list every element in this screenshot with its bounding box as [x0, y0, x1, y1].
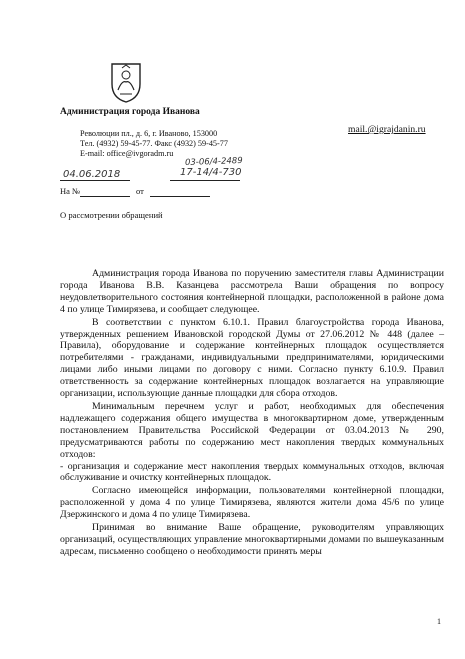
number-underline [170, 180, 240, 181]
reference-number-line [80, 196, 130, 197]
letter-subject: О рассмотрении обращений [60, 210, 163, 220]
handwritten-number: 17-14/4-730 [180, 167, 242, 178]
phone-line: Тел. (4932) 59-45-77. Факс (4932) 59-45-77 [80, 139, 228, 148]
letterhead-contacts [80, 129, 228, 159]
body-paragraph: Принимая во внимание Ваше обращение, руководителям управляющих организаций, осуществляющих управление многоквартирными домами по вышеуказанным адресам, письменно сообщено о необходимости принять меры [60, 522, 444, 557]
handwritten-reg-top: 03-06/4-2489 [184, 155, 243, 169]
city-coat-of-arms-icon [108, 60, 144, 104]
letter-body [60, 268, 444, 558]
address-line: Революции пл., д. 6, г. Иваново, 153000 [80, 129, 218, 138]
body-paragraph: - организация и содержание мест накопления твердых коммунальных отходов, включая обслуживание и очистку контейнерных площадок. [60, 460, 444, 484]
body-paragraph: Минимальным перечнем услуг и работ, необходимых для обеспечения надлежащего содержания общего имущества в многоквартирном доме, утвержденным постановлением Правительства Российской Федерации от 03.04.2013 № 290, предусматриваются работы по содержанию мест накопления твердых коммунальных отходов: [60, 400, 444, 460]
body-paragraph: Администрация города Иванова по поручению заместителя главы Администрации города Иванова В.В. Казанцева рассмотрела Ваши обращения по вопросу неудовлетворительного состояния контейнерной площадки, расположенной в районе дома 4 по улице Тимирязева, и сообщает следующее. [60, 268, 444, 315]
recipient-email: mail.@igrajdanin.ru [348, 124, 426, 135]
reference-number-label: На № [60, 186, 81, 196]
reference-date-line [150, 196, 210, 197]
reference-date-label: от [136, 186, 144, 196]
body-paragraph: Согласно имеющейся информации, пользователями контейнерной площадки, расположенной у дома 4 по улице Тимирязева, являются жители дома 45/6 по улице Дзержинского и дома 4 по улице Тимирязева. [60, 485, 444, 521]
email-line: E-mail: office@ivgoradm.ru [80, 149, 174, 158]
handwritten-date: 04.06.2018 [63, 169, 121, 180]
page-number: 1 [437, 617, 441, 626]
date-underline [60, 180, 130, 181]
body-paragraph: В соответствии с пунктом 6.10.1. Правил благоустройства города Иванова, утвержденных решением Ивановской городской Думы от 27.06.2012 № 448 (далее – Правила), оборудование и содержание контейнерных площадок осуществляется потребителями - гражданами, индивидуальными предпринимателями, юридическими лицами либо иными лицами по договору с ними. Согласно пункту 6.10.9. Правил ответственность за содержание контейнерных площадок возлагается на управляющие организации, использующие данные площадки для сбора отходов. [60, 316, 444, 400]
organization-name: Администрация города Иванова [60, 107, 200, 117]
